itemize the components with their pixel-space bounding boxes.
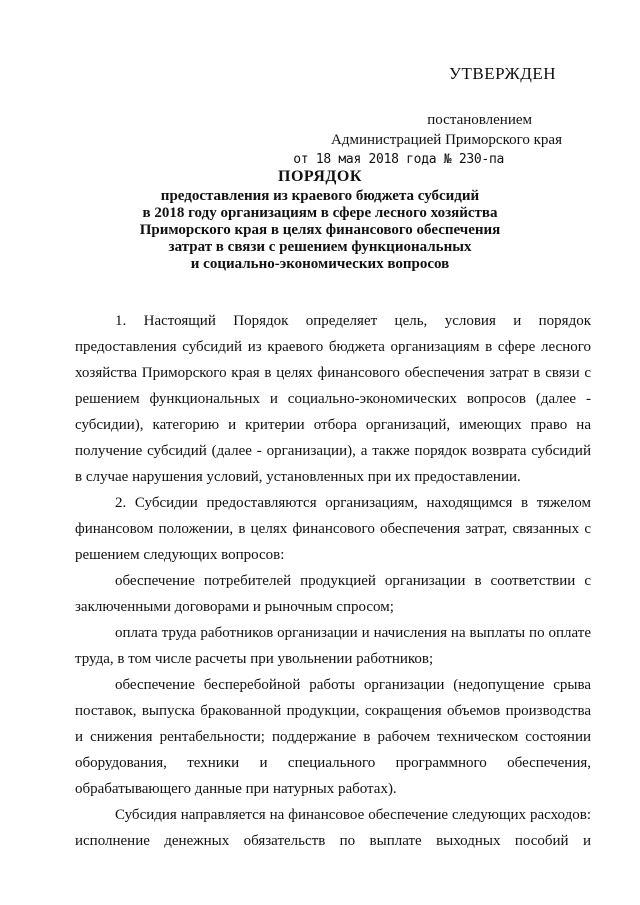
document-title: ПОРЯДОК <box>278 168 362 185</box>
title-line: затрат в связи с решением функциональных <box>168 239 472 255</box>
document-body <box>75 308 591 854</box>
paragraph-item-supply: обеспечение потребителей продукцией организации в соответствии с заключенными договорами и рыночным спросом; <box>75 573 591 615</box>
approval-stamp <box>293 64 562 170</box>
approval-line-date-number: от 18 мая 2018 года № 230-па <box>293 152 504 167</box>
title-line: в 2018 году организациям в сфере лесного хозяйства <box>142 205 498 221</box>
paragraph-item-wages: оплата труда работников организации и начисления на выплаты по оплате труда, в том числе расчеты при увольнении работников; <box>75 625 591 667</box>
paragraph-expenses: Субсидия направляется на финансовое обеспечение следующих расходов: исполнение денежных обязательств по выплате выходных пособий и <box>75 807 591 849</box>
paragraph-item-operations: обеспечение бесперебойной работы организации (недопущение срыва поставок, выпуска бракованной продукции, сокращения объемов производства и снижения рентабельности; поддержание в рабочем техническом состоянии оборудования, техники и специального программного обеспечения, обрабатывающего данные при натурных работах). <box>75 677 591 797</box>
approval-line-administration: Администрацией Приморского края <box>331 132 562 148</box>
title-line: Приморского края в целях финансового обеспечения <box>139 222 501 238</box>
paragraph-2: 2. Субсидии предоставляются организациям, находящимся в тяжелом финансовом положении, в целях финансового обеспечения затрат, связанных с решением следующих вопросов: <box>75 495 591 563</box>
title-line: предоставления из краевого бюджета субсидий <box>160 188 480 204</box>
approved-label: УТВЕРЖДЕН <box>449 64 556 83</box>
document-title-block <box>0 168 640 273</box>
approval-line-resolution: постановлением <box>427 112 532 128</box>
paragraph-1: 1. Настоящий Порядок определяет цель, условия и порядок предоставления субсидий из краевого бюджета организациям в сфере лесного хозяйства Приморского края в целях финансового обеспечения затрат в связи с решением функциональных и социально-экономических вопросов (далее - субсидии), категорию и критерии отбора организаций, имеющих право на получение субсидий (далее - организации), а также порядок возврата субсидий в случае нарушения условий, установленных при их предоставлении. <box>75 313 591 485</box>
title-line: и социально-экономических вопросов <box>190 256 450 272</box>
